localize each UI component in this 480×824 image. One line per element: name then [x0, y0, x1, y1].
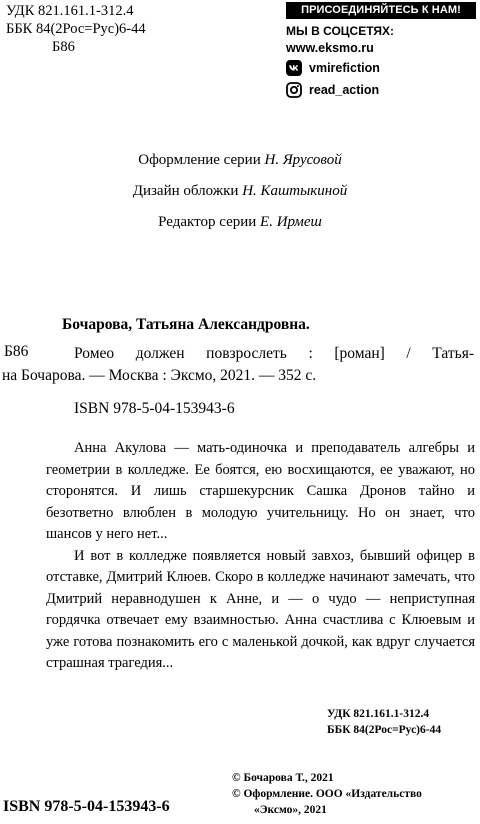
bbk-code: ББК 84(2Рос=Рус)6-44	[6, 21, 146, 37]
credit-person: Н. Каштыкиной	[242, 183, 348, 199]
credit-person: Е. Ирмеш	[260, 214, 322, 230]
instagram-handle: read_action	[309, 83, 380, 97]
credit-series-design	[0, 152, 480, 169]
udk-code: УДК 821.161.1-312.4	[6, 3, 134, 19]
bib-author: Бочарова, Татьяна Александровна.	[62, 316, 310, 333]
social-block	[286, 2, 476, 101]
vk-handle: vmirefiction	[309, 61, 380, 75]
vk-icon	[286, 60, 302, 76]
footer-classification	[327, 706, 441, 738]
credit-role: Дизайн обложки	[132, 183, 243, 199]
credit-cover-design	[0, 183, 480, 200]
copyright-author: © Бочарова Т., 2021	[232, 772, 334, 784]
annotation-paragraph-2: И вот в колледже появляется новый завхоз, бывший офицер в отставке, Дмитрий Клюев. Скоро в колледже начинают замечать, что Дмитрий неравнодушен к Анне, и — о чудо — неприступная гордячка отвечает ему взаимностью. Анна счастлива с Клюевым и уже готова познакомить его с маленькой дочкой, как вдруг случается страшная трагедия...	[46, 547, 475, 671]
join-us-banner: ПРИСОЕДИНЯЙТЕСЬ К НАМ!	[286, 2, 476, 19]
copyright-design-cont: «Эксмо», 2021	[254, 804, 327, 816]
footer-bbk: ББК 84(2Рос=Рус)6-44	[327, 724, 442, 736]
bib-code: Б86	[4, 343, 29, 360]
credit-role: Редактор серии	[158, 214, 261, 230]
credit-role: Оформление серии	[138, 152, 265, 168]
credit-series-editor	[0, 214, 480, 231]
annotation	[46, 438, 475, 675]
bib-line-1: Ромео должен повзрослеть : [роман] / Татья-	[74, 345, 474, 362]
copyright-design: © Оформление. ООО «Издательство	[232, 788, 422, 800]
footer-isbn: ISBN 978-5-04-153943-6	[3, 798, 170, 815]
website-link[interactable]: www.eksmo.ru	[286, 41, 374, 55]
bib-line-2: на Бочарова. — Москва : Эксмо, 2021. — 352 с.	[2, 367, 317, 384]
social-subtitle: МЫ В СОЦСЕТЯХ:	[286, 24, 395, 38]
bib-isbn: ISBN 978-5-04-153943-6	[74, 400, 235, 417]
copyright-block	[232, 770, 422, 818]
instagram-row[interactable]	[286, 79, 476, 101]
annotation-paragraph-1: Анна Акулова — мать-одиночка и преподаватель алгебры и геометрии в колледже. Ее боятся, ею восхищаются, ее уважают, но сторонятся. И лишь старшекурсник Сашка Дронов тайно и безответно влюблен в молодую учительницу. Но он знает, что шансов у него нет...	[46, 440, 475, 542]
classification-codes	[6, 2, 146, 56]
author-sign-code: Б86	[52, 39, 75, 55]
footer-udk: УДК 821.161.1-312.4	[327, 708, 430, 720]
instagram-icon	[286, 82, 302, 98]
credit-person: Н. Ярусовой	[264, 152, 342, 168]
vk-row[interactable]	[286, 57, 476, 79]
